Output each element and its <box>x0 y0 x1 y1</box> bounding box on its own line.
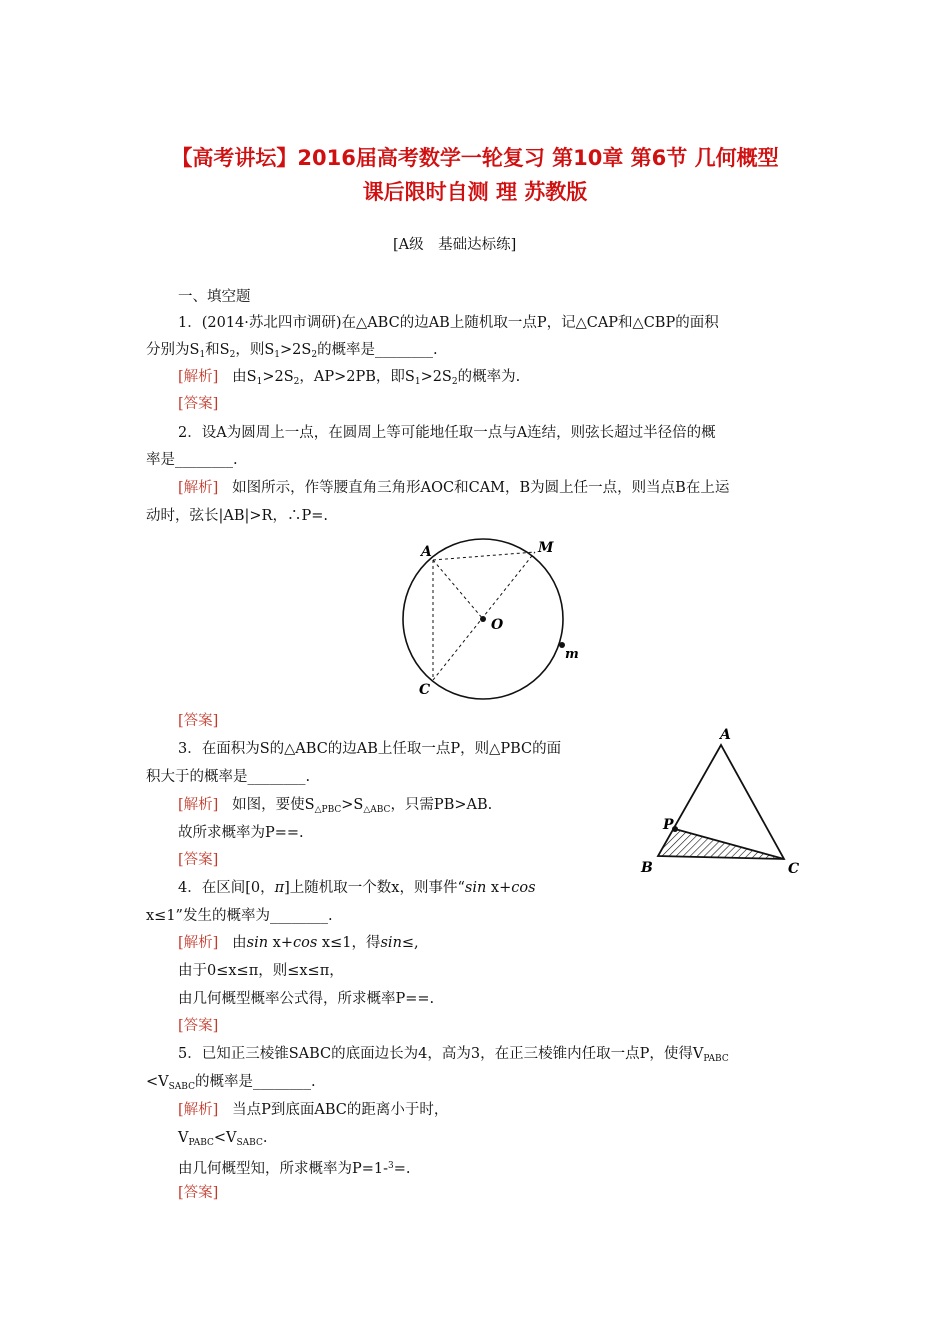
analysis-label: [解析] <box>178 369 219 385</box>
q5-line1: 5．已知正三棱锥SABC的底面边长为4，高为3，在正三棱锥内任取一点P，使得$V_{PABC}$ <box>178 1046 729 1064</box>
doc-title-line1: 【高考讲坛】2016届高考数学一轮复习 第10章 第6节 几何概型 <box>171 146 779 170</box>
q1-line1: 1．(2014·苏北四市调研)在△ABC的边AB上随机取一点P，记△CAP和△CBP的面积 <box>178 315 719 331</box>
q4-analysis-line2: 由于0≤x≤π，则≤x≤π， <box>178 963 344 979</box>
q3-line1: 3．在面积为S的△ABC的边AB上任取一点P，则△PBC的面 <box>178 741 562 757</box>
analysis-label: [解析] <box>178 797 219 813</box>
q5-analysis-line1: [解析] 当点P到底面ABC的距离小于时， <box>178 1102 449 1118</box>
q4-analysis-line1: [解析] 由sin x+cos x≤1，得sin≤, <box>178 935 419 951</box>
q5-analysis-line3: 由几何概型知，所求概率为P=1-$^3$=. <box>178 1161 411 1177</box>
label-p: P <box>663 817 674 833</box>
label-m-upper: M <box>538 540 554 556</box>
analysis-label: [解析] <box>178 1102 219 1118</box>
label-c: C <box>788 861 800 877</box>
analysis-label: [解析] <box>178 480 219 496</box>
q5-analysis-line2: $V_{PABC}<V_{SABC}$. <box>178 1130 268 1148</box>
chord-cm <box>433 552 535 680</box>
label-b: B <box>641 860 653 876</box>
q1-answer-label: [答案] <box>178 396 219 412</box>
chord-am <box>433 552 535 560</box>
q1-analysis: [解析] 由$S_1>2S_2$，AP>2PB，即$S_1>2S_2$的概率为. <box>178 369 521 387</box>
q1-line2: 分别为$S_1$和$S_2$，则$S_1>2S_2$的概率是________. <box>146 342 438 360</box>
q4-analysis-line3: 由几何概型概率公式得，所求概率P==. <box>178 991 435 1007</box>
q4-line2: x≤1”发生的概率为________. <box>146 908 333 924</box>
label-c: C <box>419 682 431 698</box>
analysis-label: [解析] <box>178 935 219 951</box>
label-a: A <box>720 727 731 743</box>
q2-line2: 率是________. <box>146 452 238 468</box>
q3-answer-label: [答案] <box>178 852 219 868</box>
label-m-lower: m <box>565 647 579 662</box>
level-heading: [A级 基础达标练] <box>393 237 517 253</box>
circle-figure <box>395 530 595 705</box>
section-heading: 一、填空题 <box>178 289 251 305</box>
q4-answer-label: [答案] <box>178 1018 219 1034</box>
label-a: A <box>421 544 432 560</box>
q3-analysis-line2: 故所求概率为P==. <box>178 825 304 841</box>
doc-title-line2: 课后限时自测 理 苏教版 <box>362 180 588 204</box>
q5-answer-label: [答案] <box>178 1185 219 1201</box>
q5-line2: $<V_{SABC}$的概率是________. <box>146 1074 316 1092</box>
q2-answer-label: [答案] <box>178 713 219 729</box>
point-o <box>480 616 486 622</box>
q2-line1: 2．设A为圆周上一点，在圆周上等可能地任取一点与A连结，则弦长超过半径倍的概 <box>178 425 716 441</box>
q3-line2: 积大于的概率是________. <box>146 769 311 785</box>
q2-analysis-line1: [解析] 如图所示，作等腰直角三角形AOC和CAM，B为圆上任一点，则当点B在上运 <box>178 480 730 496</box>
q2-analysis-line2: 动时，弦长|AB|>R，∴P=. <box>146 508 328 524</box>
triangle-figure <box>630 725 815 885</box>
radius-ao <box>433 560 483 619</box>
q4-line1: 4．在区间[0，π]上随机取一个数x，则事件“sin x+cos <box>178 880 536 896</box>
label-o: O <box>491 617 504 633</box>
q3-analysis-line1: [解析] 如图，要使$S_{\triangle PBC}>S_{\triangle ABC}$，只需PB>AB. <box>178 797 493 815</box>
